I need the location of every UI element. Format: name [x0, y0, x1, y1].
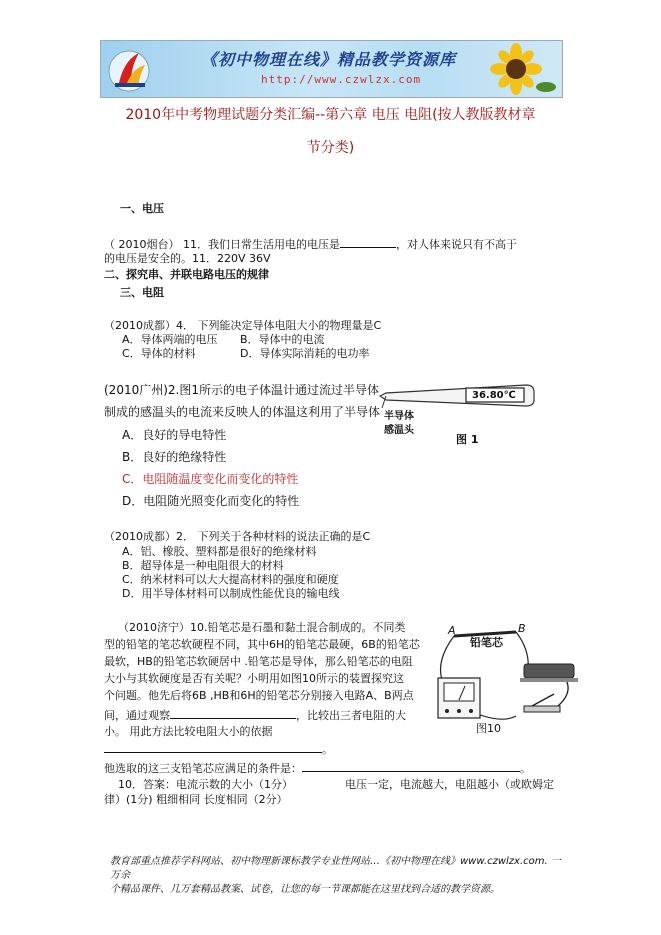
question-jining-line5: 个问题。他先后将6B ,HB和6H的铅笔芯分别接入电路A、B两点 — [104, 689, 414, 702]
footer-line1: 教育部重点推荐学科网站、初中物理新课标教学专业性网站…《初中物理在线》www.czwlzx.com. 一万余 — [110, 856, 561, 881]
option-a: A．导体两端的电压 — [122, 333, 218, 346]
section-heading-series-parallel: 二、探究串、并联电路电压的规律 — [104, 268, 269, 281]
document-title-line2: 节分类) — [306, 140, 355, 156]
document-title-line1: 2010年中考物理试题分类汇编--第六章 电压 电阻(按人教版教材章 — [125, 107, 536, 123]
question-jining-line4: 大小与其软硬度是否有关呢？小明用如图10所示的装置探究这 — [104, 672, 404, 685]
option-c: C．纳米材料可以大大提高材料的强度和硬度 — [122, 573, 339, 586]
site-logo-icon — [105, 45, 153, 93]
figure-10-circuit — [432, 620, 580, 738]
sunflower-icon — [476, 43, 556, 95]
question-chengdu4-stem: （2010成都）4． 下列能决定导体电阻大小的物理量是C — [104, 319, 382, 332]
option-a: A．良好的导电特性 — [122, 428, 227, 442]
section-heading-resistance: 三、电阻 — [120, 286, 164, 299]
answer-text-a: 10．答案：电流示数的大小（1分） — [118, 778, 293, 791]
thermometer-display: 36.80℃ — [472, 390, 516, 401]
question-jining-line3: 最软，HB的铅笔芯软硬居中 .铅笔芯是导体，那么铅笔芯的电阻 — [104, 655, 413, 668]
option-b: B．良好的绝缘特性 — [122, 450, 227, 464]
option-d: D．用半导体材料可以制成性能优良的输电线 — [122, 587, 340, 600]
option-b: B．超导体是一种电阻很大的材料 — [122, 559, 284, 572]
line6-text-a: 间，通过观察 — [104, 709, 170, 722]
fig-label-pencil-lead: 铅笔芯 — [470, 636, 503, 649]
footer-line2: 个精品课件、几万套精品教案、试卷，让您的每一节课都能在这里找到合适的教学资源。 — [110, 884, 500, 895]
question-yantai-text-a: （ 2010烟台） 11．我们日常生活用电的电压是 — [104, 238, 340, 251]
question-jining-line1: （2010济宁）10.铅笔芯是石墨和黏土混合制成的。不同类 — [118, 621, 406, 634]
question-yantai-text-b: ，对人体来说只有不高于 — [395, 238, 517, 251]
question-jining-line8 — [104, 760, 531, 776]
period: 。 — [520, 762, 531, 775]
figure-1-thermometer — [376, 380, 536, 450]
answer-blank — [170, 707, 296, 719]
question-guangzhou-line1: (2010广州)2.图1所示的电子体温计通过流过半导体 — [104, 383, 379, 397]
figure-1-caption: 图 1 — [456, 433, 479, 446]
question-yantai-line1 — [104, 236, 517, 252]
section-heading-voltage: 一、电压 — [120, 202, 164, 215]
answer-blank — [104, 741, 322, 753]
line7-text: 小。 用此方法比较电阻大小的依据 — [104, 725, 273, 738]
answer-blank — [340, 236, 396, 248]
footer-note — [110, 855, 570, 897]
option-c: C．导体的材料 — [122, 347, 196, 360]
answer-text-b: 电压一定，电流越大，电阻越小（或欧姆定 — [345, 778, 554, 791]
question-jining-line2: 型的铅笔的笔芯软硬程不同，其中6H的铅笔芯最硬，6B的铅笔芯 — [104, 638, 420, 651]
period: 。 — [322, 743, 333, 756]
question-yantai-line2: 的电压是安全的。11．220V 36V — [104, 252, 271, 265]
option-c-correct: C．电阻随温度变化而变化的特性 — [122, 472, 299, 486]
answer-blank — [302, 760, 520, 772]
line8-text: 他选取的这三支铅笔芯应满足的条件是： — [104, 762, 302, 775]
question-jining-line7b — [104, 741, 333, 757]
question-jining-line6 — [104, 707, 406, 723]
option-d: D．导体实际消耗的电功率 — [240, 347, 370, 360]
option-a: A．铝、橡胶、塑料都是很好的绝缘材料 — [122, 545, 317, 558]
fig-point-b: B — [518, 622, 526, 635]
banner-title: 《初中物理在线》精品教学资源库 — [201, 50, 457, 69]
header-banner — [100, 40, 563, 98]
fig-point-a: A — [448, 624, 456, 637]
banner-url[interactable]: http://www.czwlzx.com — [261, 73, 422, 86]
line6-text-b: ，比较出三者电阻的大 — [296, 709, 406, 722]
question-guangzhou-line2: 制成的感温头的电流来反映人的体温这利用了半导体 — [104, 405, 381, 419]
fig-label-sensor: 感温头 — [384, 425, 414, 436]
figure-10-caption: 图10 — [476, 722, 501, 735]
question-jining-line7 — [104, 725, 273, 739]
option-b: B．导体中的电流 — [240, 333, 325, 346]
fig-label-semiconductor: 半导体 — [384, 411, 414, 422]
question-chengdu2-stem: （2010成都）2． 下列关于各种材料的说法正确的是C — [104, 530, 371, 543]
answer-line1 — [118, 778, 293, 792]
answer-line2: 律）(1分) 粗细相同 长度相同（2分） — [104, 793, 288, 806]
option-d: D．电阻随光照变化而变化的特性 — [122, 494, 300, 508]
